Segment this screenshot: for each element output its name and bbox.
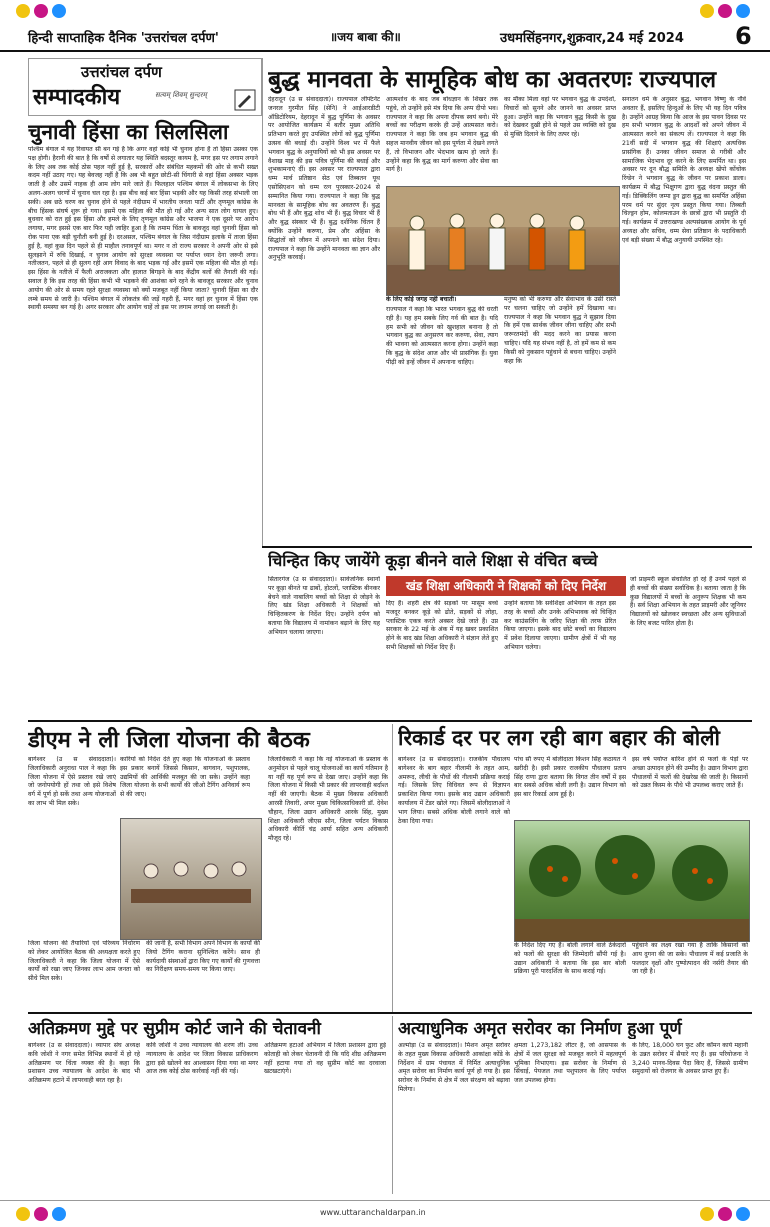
court-col3: अतिक्रमण हटाओ अभियान में जिला प्रशासन द्वारा हुई कोताही को लेकर चेतावनी दी कि यदि शीघ्र अतिक्रमण नहीं हटाया गया तो वह सुप्रीम कोर्ट का दरवाजा खटखटाएंगे।: [264, 1042, 386, 1076]
waste-col3: उन्होंने बताया कि सर्वशिक्षा अभियान के तहत इस तरह के बच्चों और उनके अभिभावक को चिन्हित कर काउंसलिंग के जरिए शिक्षा की तरफ प्रेरित किया जाएगा। इसके बाद छोटे बच्चों का विद्यालय में प्रवेश दिलाया जाएगा। ग्रामीण क्षेत्रों में भी यह अभियान चलेगा।: [504, 600, 616, 651]
waste-col1: सितारगंज (उ स संवाददाता)। सार्वजनिक स्थानों पर कूड़ा बीनते या ढाबों, होटलों, प्लास्टिक बीनकर बेचने वाले नाबालिग बच्चों को शिक्षा से जोड़ने के लिए खंड शिक्षा अधिकारी ने शिक्षकों को चिन्हितकरण के निर्देश दिए। उन्होंने दर्पण को बताया कि विद्यालय में नामांकन बढ़ाने के लिए यह अभियान चलाया जाएगा।: [268, 576, 380, 636]
dm-col2: कारियों को निर्देश देते हुए कहा कि योजनाओं के प्रस्ताव इस प्रकार बनायें जिससे किसान, बागवान, पशुपालक, उद्यमियों की आर्थिकी मजबूत की जा सके। उन्होंने कहा जिला योजना के सभी कार्यों की जीओ टैगिंग अनिवार्य रूप से की जाए।: [120, 756, 250, 799]
editorial-brand: उत्तरांचल दर्पण: [81, 63, 162, 81]
award-ceremony-figures: [387, 187, 619, 295]
section-divider: [28, 720, 752, 722]
dm-headline: डीएम ने ली जिला योजना की बैठक: [28, 728, 310, 753]
award-ceremony-photo: [386, 186, 620, 296]
registration-dot-yellow: [700, 4, 714, 18]
dm-col1: बागेश्वर (उ स संवाददाता)। जिलाधिकारी अनुराधा पाल ने कहा कि जिला योजना में ऐसे प्रस्ताव रखे जाएं जो जनोपयोगी हों तथा जो इसे विशेष वर्ग में पूर्ण हो सकें तथा अन्य योजनाओं का लाभ भी मिल सके।: [28, 756, 116, 807]
column-rule: [392, 724, 393, 1012]
section-divider: [28, 1012, 752, 1014]
dm-col1b: जिला योजना की तैयारियों एवं परिव्यय निर्धारण को लेकर आयोजित बैठक की अध्यक्षता करते हुए जिलाधिकारी ने कहा कि जिला योजना में ऐसे कार्यों को रखा जाए जिनका लाभ आम जनता को सीधे मिल सके।: [28, 940, 140, 983]
registration-dot-cyan: [736, 1207, 750, 1221]
rates-col1: बागेश्वर (उ स संवाददाता)। राजकीय पौधालय बागेश्वर के बाग बहार नीलामी के तहत आम, अमरूद, लीची के पौधों की नीलामी प्रक्रिया कराई गई। जिसके लिए विधिवत रूप से विज्ञापन प्रकाशित किया गया। इसके बाद उद्यान अधिकारी कार्यालय में टेंडर खोले गए। जिसमें बोलीदाताओं ने भाग लिया। सबसे अधिक बोली लगाने वाले को ठेका दिया गया।: [398, 756, 510, 825]
footer-url[interactable]: www.uttaranchaldarpan.in: [320, 1208, 426, 1217]
registration-dot-yellow: [16, 4, 30, 18]
pond-col1: अल्मोड़ा (उ स संवाददाता)। मिशन अमृत सरोवर के तहत मुख्य विकास अधिकारी आकांक्षा कोंडे के निर्देशन में ग्राम पंचायत में निर्मित अत्याधुनिक अमृत सरोवर का निर्माण कार्य पूर्ण हो गया है। इस सरोवर के निर्माण से क्षेत्र में जल संरक्षण को बढ़ावा मिलेगा।: [398, 1042, 510, 1093]
rates-col3: इस वर्ष पर्याप्त बारिश होने से फलों के पेड़ों पर अच्छा उत्पादन होने की उम्मीद है। उद्यान विभाग द्वारा पौधालयों में फलों की देखरेख की जाती है। किसानों को उन्नत किस्म के पौधे भी उपलब्ध कराए जाते हैं।: [632, 756, 748, 790]
page-header: [0, 20, 770, 52]
lead-col3b: मनुष्य को भी करुणा और सेवाभाव के उसी रास्ते पर चलना चाहिए जो उन्होंने हमें दिखाया था। राज्यपाल ने कहा कि भगवान बुद्ध ने सुझाव दिया कि हमें एक सार्थक जीवन जीना चाहिए और सभी जरूरतमंदों की मदद करने का प्रयास करना चाहिए। यदि यह संभव नहीं है, तो हमें कम से कम किसी को नुकसान पहुंचाने से बचना चाहिए। उन्होंने कहा कि: [504, 296, 616, 365]
court-headline: अतिक्रमण मुद्दे पर सुप्रीम कोर्ट जाने की चेतावनी: [28, 1019, 321, 1039]
rates-col2: पांच सौ रुपए में बोलीदाता किशन सिंह कठायत ने खरीदी है। इसी प्रकार राजकीय पौधालय प्रताप सिंह राणा द्वारा बताया कि विगत तीन वर्षों में इस बार सबसे अधिक बोली लगी है। उद्यान विभाग को इस बार रिकार्ड आय हुई है।: [514, 756, 626, 799]
court-col2: कवि जोशी ने उच्च न्यायालय की शरण ली। उच्च न्यायालय के आदेश पर जिला विकास प्राधिकरण द्वारा इसे खोलने का आश्वासन दिया गया था मगर आज तक कोई ठोस कार्रवाई नहीं की गई।: [146, 1042, 258, 1076]
motto: ॥जय बाबा की॥: [330, 30, 401, 44]
lead-col2b: राज्यपाल ने कहा कि भारत भगवान बुद्ध की धरती रही है। यह हम सबके लिए गर्व की बात है। यदि हम सभी को जीवन को खुशहाल बनाना है तो भगवान बुद्ध का अनुसरण कर करुणा, सेवा, त्याग की भावना को आत्मसात करना होगा। उन्होंने कहा कि बुद्ध के संदेश आज और भी प्रासंगिक हैं। युवा पीढ़ी को इन्हें जीवन में अपनाना चाहिए।: [386, 306, 498, 366]
column-rule: [262, 58, 263, 546]
pond-col3: के लिए, 18,000 घन फुट और कॉमन कार्य महानी के उन्नत सरोवर में सैयारे गए हैं। इस परियोजना ने 3,240 मानव-दिवस पैदा किए हैं, जिससे ग्रामीण समुदायों को रोजगार के अवसर प्राप्त हुए हैं।: [632, 1042, 748, 1076]
waste-col4: जो प्राइमरी स्कूल संचालित हो रहे हैं उनमें पहले से ही बच्चों की संख्या सर्वाधिक है। बताया जाता है कि कुछ विद्यालयों में बच्चों के अनुरूप शिक्षक भी कम हैं। सर्व शिक्षा अभियान के तहत प्राइमरी और जूनियर विद्यालयों को खोलकर स्वच्छता और अन्य सुविधाओं के लिए बजट पारित होता है।: [630, 576, 746, 627]
editorial-headline: चुनावी हिंसा का सिलसिला: [28, 120, 229, 144]
editorial-title: सम्पादकीय: [33, 85, 121, 110]
place-date: उधमसिंहनगर,शुक्रवार,24 मई 2024: [500, 31, 684, 46]
rates-col3b: पहुंचाने का लक्ष्य रखा गया है ताकि किसानों को आय दुगना की जा सके। पौधालय में कई प्रजाति के फलदार वृक्षों और पुष्पोत्पादन की नर्सरी तैयार की जा रही है।: [632, 942, 748, 976]
registration-dot-yellow: [16, 1207, 30, 1221]
paper-name: हिन्दी साप्ताहिक दैनिक 'उत्तरांचल दर्पण': [28, 31, 219, 46]
waste-col2: दिए हैं। शहरी क्षेत्र की सड़कों पर मासूम बच्चे मजदूर बनकर कूड़े को ढोते, सड़कों से लोहा, प्लास्टिक एकत्र करते अक्सर देखे जाते हैं। उप्र सरकार के 22 मई के अंक में यह खबर प्रकाशित होने के बाद खंड शिक्षा अधिकारी ने संज्ञान लेते हुए सभी शिक्षकों को निर्देश दिए हैं।: [386, 600, 498, 651]
registration-dot-cyan: [52, 1207, 66, 1221]
lead-headline: बुद्ध मानवता के सामूहिक बोध का अवतरणः राज्यपाल: [268, 67, 717, 93]
court-col1: बागेश्वर (उ स संवाददाता)। व्यापार संघ अध्यक्ष कवि जोशी ने नगर समेत विभिन्न स्थानों में हो रहे अतिक्रमण पर चिंता व्यक्त की है। कहा कि प्रशासन उच्च न्यायालय के आदेश के बाद भी अतिक्रमण हटाने में लापरवाही बरत रहा है।: [28, 1042, 140, 1085]
pond-headline: अत्याधुनिक अमृत सरोवर का निर्माण हुआ पूर्ण: [398, 1019, 682, 1039]
orchard-photo: [514, 820, 750, 942]
lead-col2: आत्मशोध के बाद जब बोधज्ञान के शिखर तक पहुंचे, तो उन्होंने इसे मंत्र दिया कि अप्प दीपो भव। राज्यपाल ने कहा कि अपना दीपक स्वयं बनो। मेरे बच्चों का परीक्षण करके ही उन्हें आत्मसात करो। राज्यपाल ने कहा कि जब हम भगवान बुद्ध की सहज मानवीय जीवन को इस पूर्णता में देखने लगते हैं, तो विभाजन और भेदभाव खत्म हो जाते हैं। उन्होंने कहा कि बुद्ध का मार्ग करुणा और सेवा का मार्ग है।: [386, 96, 498, 174]
page-footer: [0, 1200, 770, 1227]
pond-col2: क्षमता 1,273,182 लीटर है, जो आसपास के क्षेत्रों में जल सुरक्षा को मजबूत करने में महत्वपूर्ण भूमिका निभाएगा। इस सरोवर के निर्माण से सिंचाई, पेयजल तथा पशुपालन के लिए पर्याप्त जल उपलब्ध होगा।: [514, 1042, 626, 1085]
registration-dot-magenta: [34, 1207, 48, 1221]
rates-headline: रिकार्ड दर पर लग रही बाग बहार की बोली: [398, 726, 720, 750]
registration-dot-yellow: [700, 1207, 714, 1221]
registration-dot-cyan: [52, 4, 66, 18]
meeting-photo: [120, 818, 262, 940]
lead-col4: सनातन धर्म के अनुसार बुद्ध, भगवान विष्णु के नौवें अवतार हैं, इसलिए हिन्दुओं के लिए भी यह दिन पवित्र है। उन्होंने आग्रह किया कि आज के इस पावन दिवस पर हम सभी भगवान बुद्ध के आदर्शों को अपने जीवन में आत्मसात करने का संकल्प लें। राज्यपाल ने कहा कि 21वीं सदी में भगवान बुद्ध की शिक्षाएं अत्यधिक प्रासंगिक हैं। उनका जीवन समाज से गरीबी और सामाजिक भेदभाव दूर करने के लिए समर्पित था। इस अवसर पर दून बौद्ध समिति के अध्यक्ष खेंपो कोंचोक रिंग्डेन ने भगवान बुद्ध के जीवन पर प्रकाश डाला। कार्यक्रम में बौद्ध भिक्षुगण द्वारा बुद्ध वंदना प्रस्तुत की गई। डिक्किलिंग जम्पा डून द्वारा बुद्ध का समर्पित अहिंसा परम धर्म पर सुंदर नृत्य प्रस्तुत किया गया। तिब्बती चिल्ड्रन होम, कोलमताउन के छात्रों द्वारा भी प्रस्तुति दी गई। कार्यक्रम में उत्तराखण्ड अल्पसंख्यक आयोग के पूर्व अध्यक्ष और सचिव, धम्म सेवा प्रतिष्ठान के पदाधिकारी एवं बड़ी संख्या में बौद्ध अनुयायी उपस्थित रहे।: [622, 96, 746, 244]
editorial-slogan: सत्यम् शिवम् सुन्दरम्: [155, 91, 207, 99]
section-divider: [262, 546, 752, 548]
lead-col1: देहरादून (उ स संवाददाता)। राज्यपाल लेफ्टिनेंट जनरल गुरमीत सिंह (सेनि) ने आईआरडीटी ऑडिटोरियम, देहरादून में बुद्ध पूर्णिमा के अवसर पर आयोजित कार्यक्रम में बतौर मुख्य अतिथि प्रतिभाग करते हुए उपस्थित लोगों को बुद्ध पूर्णिमा उत्सव की बधाई दी। उन्होंने विश्व भर में फैले भगवान बुद्ध के अनुयायियों को भी इस अवसर पर वैशाख माह की इस पवित्र पूर्णिमा की बधाई और शुभकामनाएं दीं। इस अवसर पर राज्यपाल द्वारा धम्म मार्च प्रतिष्ठान सेठ एवं तिब्बतन यूथ एसोसिएशन को धम्म रत्न पुरस्कार-2024 से सम्मानित किया गया। राज्यपाल ने कहा कि बुद्ध मानवता के सामूहिक बोध का अवतरण हैं। बुद्ध बोध भी हैं और बुद्ध शोध भी हैं। बुद्ध विचार भी हैं और बुद्ध संस्कार भी हैं। बुद्ध दर्शनिक चिंतन हैं क्योंकि उन्होंने करुणा, प्रेम और अहिंसा के सिद्धांतों को जीवन में अपनाने का संदेश दिया। राज्यपाल ने कहा कि उन्होंने मानवता का ज्ञान और अनुभूति करवाई।: [268, 96, 380, 262]
waste-headline: चिन्हित किए जायेंगे कूड़ा बीनने वाले शिक्षा से वंचित बच्चे: [268, 551, 598, 570]
rates-col2b: के निर्देश दिए गए हैं। बोली लगाने वाले ठेकेदारों को फलों की सुरक्षा की जिम्मेदारी सौंपी गई है। उद्यान अधिकारी ने बताया कि इस बार बोली प्रक्रिया पूरी पारदर्शिता के साथ कराई गई।: [514, 942, 626, 976]
pen-icon: [234, 89, 256, 111]
lead-photo-caption: के लिए कोई जगह नहीं बचाती।: [386, 296, 457, 303]
registration-dot-magenta: [718, 4, 732, 18]
waste-banner: खंड शिक्षा अधिकारी ने शिक्षकों को दिए निर्देश: [386, 576, 626, 596]
lead-col3a: का मौका मिला वहां पर भगवान बुद्ध के उपदेशों, विचारों को सुनने और जानने का अवसर प्राप्त हुआ। उन्होंने कहा कि भगवान बुद्ध किसी के दुख को देखकर दुखी होने से पहले उस व्यक्ति को दुख से मुक्ति दिलाने के लिए तत्पर रहे।: [504, 96, 616, 139]
column-rule: [392, 1016, 393, 1194]
dm-col3: जिलाधिकारी ने कहा कि नई योजनाओं के प्रस्ताव के अनुमोदन से पहले चालू योजनाओं का कार्य गतिमान है या नहीं यह पूर्ण रूप से देखा जाए। उन्होंने कहा कि जिला योजना में किसी भी प्रकार की लापरवाही बर्दाश्त नहीं की जाएगी। बैठक में मुख्य विकास अधिकारी आरसी तिवारी, अपर मुख्य चिकित्साधिकारी डॉ. देवेश चौहान, जिला उद्यान अधिकारी आरके सिंह, मुख्य शिक्षा अधिकारी जीएस सौन, जिला पर्यटन विकास अधिकारी कीर्ति चंद्र आर्या सहित अन्य अधिकारी मौजूद रहे।: [268, 756, 388, 843]
editorial-masthead: [28, 58, 262, 116]
registration-dot-magenta: [34, 4, 48, 18]
page-number: 6: [735, 22, 752, 50]
registration-dot-cyan: [736, 4, 750, 18]
registration-dot-magenta: [718, 1207, 732, 1221]
editorial-body: पश्चिम बंगाल में यह रिवायत सी बन गई है कि अगर वहां कोई भी चुनाव होना है तो हिंसा उसका एक पक्ष होगी। हैरानी की बात है कि वर्षों से लगातार यह स्थिति बदस्तूर कायम है, मगर इस पर लगाम लगाने के लिए अब तक कोई ठोस पहल नहीं हुई है, सरकारों और संबंधित महकमों की ओर से कभी सख्त कदम नहीं उठाए गए। यह बेवजह नहीं है कि अब भी बहुत छोटी-सी चिंगारी से वहां हिंसा अक्सर भड़क जाती है और उसमें नाहक ही आम लोग मारे जाते हैं। फिलहाल पश्चिम बंगाल में लोकसभा के लिए अलग-अलग चरणों में चुनाव चल रहा है। इस बीच कई बार हिंसा भड़की और यह किसी तरह संभाली जा सकी। अब छठे चरण का चुनाव होने से पहले नंदीग्राम में भारतीय जनता पार्टी और तृणमूल कांग्रेस के बीच हिंसक संघर्ष शुरू हो गया। इसमें एक महिला की मौत हो गई और अन्य सात लोग घायल हुए। बुधवार को रात हुई इस हिंसा और हमले के लिए तृणमूल कांग्रेस और भाजपा ने एक दूसरे पर आरोप लगाया, मगर इससे एक बार फिर यही जाहिर हुआ है कि तमाम चिंता के बावजूद वहां चुनावी हिंसा को रोक पाना एक बड़ी चुनौती बनी हुई है। दरअसल, पश्चिम बंगाल के जिस नंदीग्राम इलाके में ताजा हिंसा हुई है, वहां कुछ दिन पहले से ही माहौल तनावपूर्ण था। मगर न तो राज्य सरकार ने अपनी ओर से इसे सुलझाने में रुचि दिखाई, न चुनाव आयोग को सुरक्षा व्यवस्था पर पर्याप्त ध्यान देना जरूरी लगा। नतीजतन, पहले से ही सुलग रही आग विवाद के बाद भड़क गई और इसमें एक महिला की मौत हो गई। इस हिंसा के नतीजे में फैली अराजकता और हालात बिगड़ने के बाद केंद्रीय बलों की तैनाती की गई। सवाल है कि इस तरह की हिंसा कभी भी भड़कने की आशंका बने रहने के बावजूद सरकार और चुनाव आयोग की ओर से समय रहते सुरक्षा व्यवस्था को क्यों मजबूत नहीं किया जाता? चुनावी हिंसा का दौर लम्बे समय से जारी है। पश्चिम बंगाल में लोकतंत्र की जड़ें गहरी हैं, मगर वहां हर चुनाव में हिंसा एक स्थायी समस्या बन गई है। अगर सरकार और आयोग चाहें तो इस पर लगाम लगाई जा सकती है।: [28, 146, 258, 312]
dm-col2b: की जानी है, सभी विभाग अपने विभाग के कार्यों की जियो टैगिंग कराना सुनिश्चित करेंगे। साथ ही कार्यदायी संस्थाओं द्वारा किए गए कार्यों की गुणवत्ता का निरीक्षण समय-समय पर किया जाए।: [146, 940, 260, 974]
meeting-figures: [121, 819, 261, 939]
orchard-trees: [515, 821, 749, 941]
